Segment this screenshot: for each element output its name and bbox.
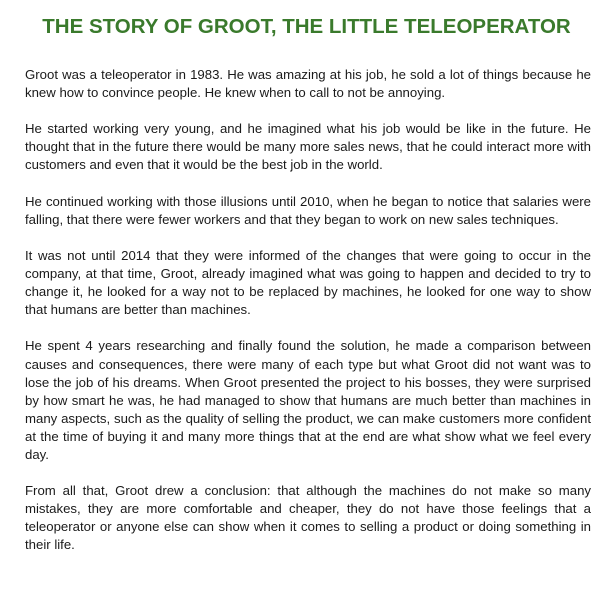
paragraph-5: He spent 4 years researching and finally found the solution, he made a comparison between causes and consequences, there were many of each type but what Groot did not want was to lose the job of his dreams. When Groot presented the project to his bosses, they were surprised by how smart he was, he had managed to show that humans are much better than machines in many aspects, such as the quality of selling the product, we can make customers more confident at the time of buying it and many more things that at the end are what show what we feel every day. [25, 338, 591, 462]
paragraph-6: From all that, Groot drew a conclusion: that although the machines do not make so many mistakes, they are more comfortable and cheaper, they do not have those feelings that a teleoperator or anyone else can show when it comes to selling a product or doing something in their life. [25, 483, 591, 553]
paragraph-1: Groot was a teleoperator in 1983. He was amazing at his job, he sold a lot of things because he knew how to convince people. He knew when to call to not be annoying. [25, 67, 591, 101]
page-title: THE STORY OF GROOT, THE LITTLE TELEOPERATOR [42, 15, 571, 38]
paragraph-3: He continued working with those illusions until 2010, when he began to notice that salaries were falling, that there were fewer workers and that they began to work on new sales techniques. [25, 193, 591, 227]
paragraph-2: He started working very young, and he imagined what his job would be like in the future. He thought that in the future there would be many more sales news, that he could interact more with customers and even that it would be the best job in the world. [25, 121, 591, 173]
story-body [25, 66, 591, 555]
paragraph-4: It was not until 2014 that they were informed of the changes that were going to occur in the company, at that time, Groot, already imagined what was going to happen and decided to try to change it, he looked for a way not to be replaced by machines, he looked for one way to show that humans are better than machines. [25, 247, 591, 318]
